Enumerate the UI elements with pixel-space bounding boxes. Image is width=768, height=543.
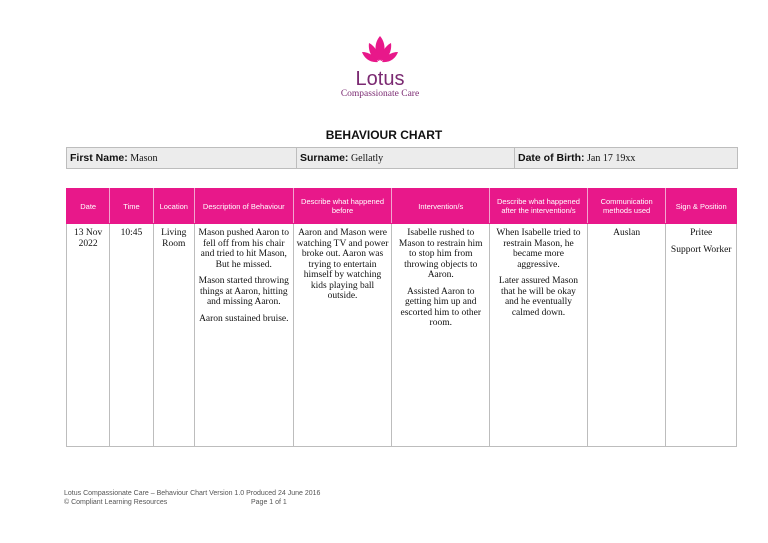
brand-logo — [330, 34, 430, 100]
page-title: BEHAVIOUR CHART — [325, 128, 443, 142]
behaviour-table — [66, 188, 737, 447]
lotus-flower-icon — [360, 34, 400, 68]
before-cell — [293, 224, 392, 447]
first-name-cell — [67, 148, 297, 169]
dob-cell — [515, 148, 738, 169]
dob-value: Jan 17 19xx — [587, 153, 636, 164]
after-paragraph: When Isabelle tried to restrain Mason, he became more aggressive. — [496, 228, 581, 270]
interventions-cell — [392, 224, 490, 447]
footer-document-info: Lotus Compassionate Care – Behaviour Chart Version 1.0 Produced 24 June 2016 — [64, 490, 321, 497]
communication-cell: Auslan — [587, 224, 666, 447]
surname-label: Surname: — [300, 152, 349, 164]
column-header-date: Date — [67, 189, 110, 224]
footer-copyright: © Compliant Learning Resources — [64, 499, 168, 506]
brand-tagline: Compassionate Care — [340, 89, 420, 99]
footer-page-number: Page 1 of 1 — [251, 499, 287, 506]
surname-cell — [297, 148, 515, 169]
description-paragraph: Mason pushed Aaron to fell off from his chair and tried to hit Mason, But he missed. — [198, 228, 290, 270]
column-header-interventions: Intervention/s — [392, 189, 490, 224]
after-cell — [490, 224, 588, 447]
first-name-label: First Name: — [70, 152, 128, 164]
column-header-location: Location — [153, 189, 194, 224]
sign-position: Support Worker — [670, 244, 732, 255]
location-cell: Living Room — [153, 224, 194, 447]
sign-cell — [666, 224, 737, 447]
first-name-value: Mason — [130, 153, 158, 164]
column-header-sign: Sign & Position — [666, 189, 737, 224]
column-header-communication: Communication methods used — [587, 189, 666, 224]
after-paragraph: Later assured Mason that he will be okay and he eventually calmed down. — [498, 276, 579, 318]
description-paragraph: Mason started throwing things at Aaron, hitting and missing Aaron. — [198, 276, 289, 307]
date-cell: 13 Nov 2022 — [67, 224, 110, 447]
brand-name: Lotus — [355, 68, 405, 90]
description-paragraph: Aaron sustained bruise. — [199, 313, 289, 324]
person-details-table — [66, 147, 738, 169]
page-footer — [64, 489, 320, 507]
intervention-paragraph: Isabelle rushed to Mason to restrain him to stop him from throwing objects to Aaron. — [398, 228, 483, 280]
description-cell — [194, 224, 293, 447]
column-header-after: Describe what happened after the intervention/s — [490, 189, 588, 224]
column-header-before: Describe what happened before — [293, 189, 392, 224]
before-paragraph: Aaron and Mason were watching TV and power broke out. Aaron was trying to entertain himself by watching kids playing ball outside. — [296, 228, 389, 301]
sign-name: Pritee — [690, 228, 713, 238]
column-header-description: Description of Behaviour — [194, 189, 293, 224]
surname-value: Gellatly — [350, 153, 384, 164]
table-header-row — [67, 189, 737, 224]
dob-label: Date of Birth: — [518, 152, 585, 164]
time-cell: 10:45 — [110, 224, 153, 447]
intervention-paragraph: Assisted Aaron to getting him up and escorted him to other room. — [400, 286, 481, 328]
column-header-time: Time — [110, 189, 153, 224]
table-row — [67, 224, 737, 447]
